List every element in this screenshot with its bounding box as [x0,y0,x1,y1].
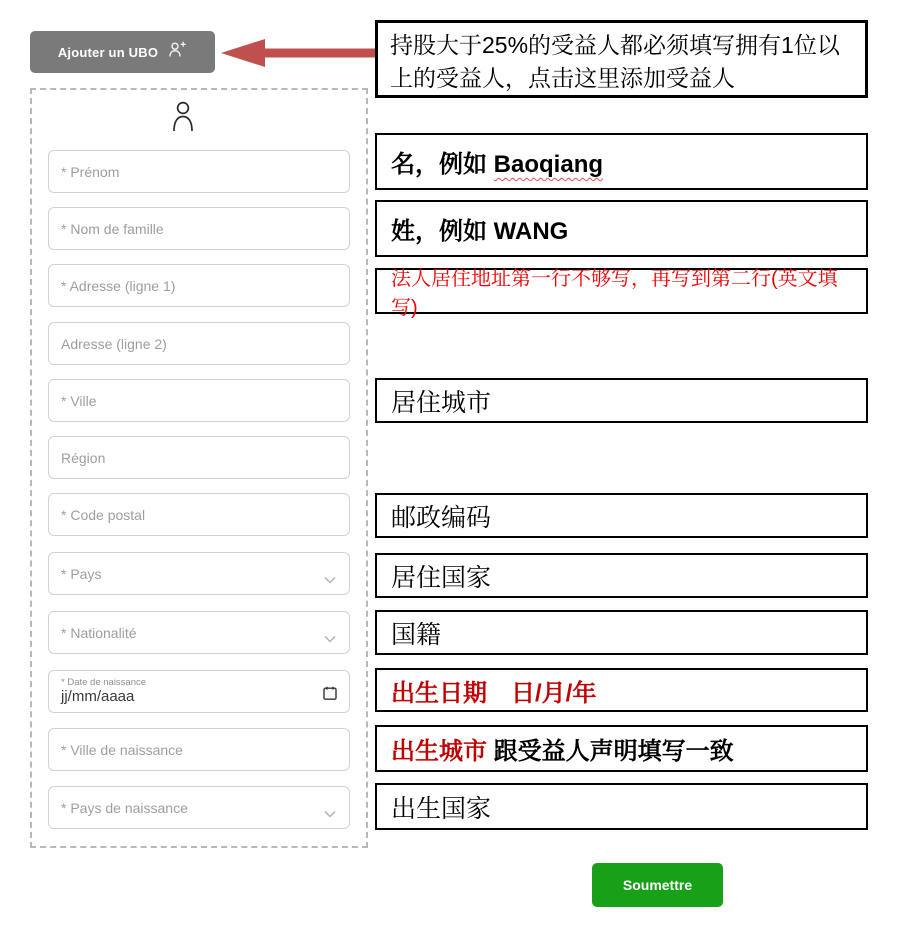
date-field-value: jj/mm/aaaa [61,688,135,705]
note-birth-country-text: 出生国家 [391,794,492,823]
note-last-name [375,200,868,257]
ville-naissance-placeholder: * Ville de naissance [61,741,183,758]
ville-field[interactable] [48,379,350,422]
person-plus-icon [168,40,187,64]
prenom-placeholder: * Prénom [61,163,120,180]
prenom-field[interactable] [48,150,350,193]
note-city-text: 居住城市 [391,388,492,417]
code-postal-placeholder: * Code postal [61,506,146,523]
callout-add-ubo-note [375,20,868,98]
note-address [375,268,868,319]
region-field[interactable] [48,436,350,479]
ville-de-naissance-field[interactable] [48,728,350,771]
chevron-down-icon [324,630,336,648]
add-ubo-button-label: Ajouter un UBO [57,44,159,60]
note-postal-text: 邮政编码 [391,503,492,532]
chevron-down-icon [324,571,336,589]
note-birth-city [375,725,868,772]
code-postal-field[interactable] [48,493,350,536]
pays-placeholder: * Pays [61,565,102,582]
adresse-ligne1-field[interactable] [48,264,350,307]
add-ubo-button[interactable] [30,31,215,73]
note-birth-date-text: 出生日期 日/月/年 [391,679,597,707]
note-first-name-example: Baoqiang [493,151,604,178]
adresse2-placeholder: Adresse (ligne 2) [61,335,167,352]
note-birth-date [375,668,868,712]
note-city [375,378,868,423]
adresse1-placeholder: * Adresse (ligne 1) [61,277,176,294]
note-nationality-text: 国籍 [391,620,442,649]
note-nationality [375,610,868,655]
note-first-name-text: 名，例如 Baoqiang [391,151,604,178]
nationalite-select[interactable] [48,611,350,654]
nationalite-placeholder: * Nationalité [61,624,137,641]
ville-placeholder: * Ville [61,392,97,409]
note-last-name-text: 姓，例如 WANG [391,218,569,245]
adresse-ligne2-field[interactable] [48,322,350,365]
chevron-down-icon [324,805,336,823]
submit-button-label: Soumettre [622,877,693,893]
person-icon [169,100,197,137]
note-first-name [375,133,868,190]
note-postal [375,493,868,538]
pointer-arrow [221,38,375,68]
pays-select[interactable] [48,552,350,595]
note-birth-city-highlight: 出生城市 [391,738,487,765]
pays-de-naissance-select[interactable] [48,786,350,829]
pays-naissance-placeholder: * Pays de naissance [61,799,188,816]
note-country-text: 居住国家 [391,563,492,592]
nom-placeholder: * Nom de famille [61,220,164,237]
note-birth-city-text: 出生城市 跟受益人声明填写一致 [391,738,734,765]
note-birth-country [375,783,868,830]
region-placeholder: Région [61,449,106,466]
calendar-icon[interactable] [323,686,337,705]
date-field-label: * Date de naissance [61,677,147,688]
date-de-naissance-field[interactable] [48,670,350,713]
note-country [375,553,868,598]
note-address-text: 法人居住地址第一行不够写，再写到第二行(英文填写) [391,268,838,319]
nom-de-famille-field[interactable] [48,207,350,250]
submit-button[interactable] [592,863,723,907]
callout-text: 持股大于25%的受益人都必须填写拥有1位以上的受益人，点击这里添加受益人 [390,32,840,91]
